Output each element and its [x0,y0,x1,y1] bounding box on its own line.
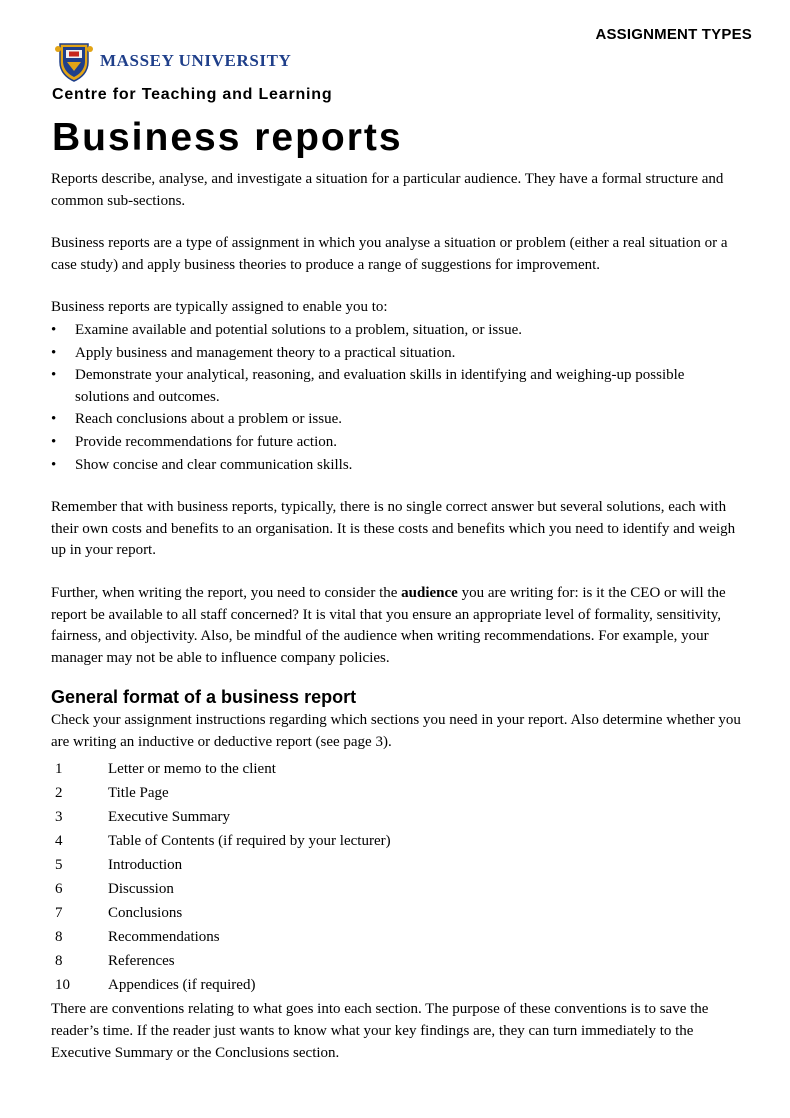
audience-paragraph: Further, when writing the report, you need to consider the audience you are writing for: is it the CEO or will the report be available to all staff concerned? It is vital that you ensure an appropriate level of formality, sensitivity, fairness, and objectivity. Also, be mindful of the audience when writing recommendations. For example, your manager may not be able to influence company policies. [51,584,726,666]
crest-icon [54,40,94,82]
list-item: 8 References [55,953,175,970]
list-item: • Show concise and clear communication skills. [51,455,741,477]
list-item: • Demonstrate your analytical, reasoning, and evaluation skills in identifying and weighing-up possible solutions and outcomes. [51,367,685,405]
unit-name: Centre for Teaching and Learning [52,86,333,103]
university-name: MASSEY UNIVERSITY [100,51,292,70]
section-tag: ASSIGNMENT TYPES [595,26,752,43]
list-item: 3 Executive Summary [55,809,231,826]
purpose-lead: Business reports are typically assigned to enable you to: [51,299,388,316]
university-logo [54,40,291,82]
list-item: 8 Recommendations [55,929,220,946]
intro-paragraph: Business reports are a type of assignment in which you analyse a situation or problem (either a real situation or a case study) and apply business theories to produce a range of suggestions for improvement. [51,235,728,273]
list-item: • Reach conclusions about a problem or issue. [51,409,741,431]
report-sections-list [51,757,741,997]
page-title: Business reports [52,116,403,159]
closing-paragraph: There are conventions relating to what goes into each section. The purpose of these conventions is to save the reader’s time. If the reader just wants to know what your key findings are, they can turn immediately to the Executive Summary or the Conclusions section. [51,1001,709,1061]
main-content [51,169,741,1064]
bullet-icon: • [51,367,57,384]
list-item: 7 Conclusions [55,905,183,922]
bullet-icon: • [51,321,57,338]
list-item: 4 Table of Contents (if required by your lecturer) [55,833,391,850]
remember-paragraph: Remember that with business reports, typically, there is no single correct answer but several solutions, each with their own costs and benefits to an organisation. It is these costs and benefits which you need to identify and weigh up in your report. [51,499,736,559]
format-intro: Check your assignment instructions regarding which sections you need in your report. Also determine whether you are writing an inductive or deductive report (see page 3). [51,712,741,750]
list-item: 1 Letter or memo to the client [55,761,276,778]
bullet-icon: • [51,344,57,361]
list-item: • Provide recommendations for future action. [51,432,741,454]
list-item: 6 Discussion [55,881,174,898]
bullet-icon: • [51,456,57,473]
list-item: 2 Title Page [55,785,169,802]
bullet-icon: • [51,411,57,428]
list-item: • Examine available and potential solutions to a problem, situation, or issue. [51,320,741,342]
list-item: 5 Introduction [55,857,183,874]
list-item: 10 Appendices (if required) [55,977,256,994]
audience-emphasis: audience [401,584,458,601]
section-heading: General format of a business report [51,687,357,708]
bullet-icon: • [51,433,57,450]
intro-paragraph: Reports describe, analyse, and investigate a situation for a particular audience. They have a formal structure and common sub-sections. [51,171,724,209]
list-item: • Apply business and management theory to a practical situation. [51,343,741,365]
purpose-list [51,320,741,476]
